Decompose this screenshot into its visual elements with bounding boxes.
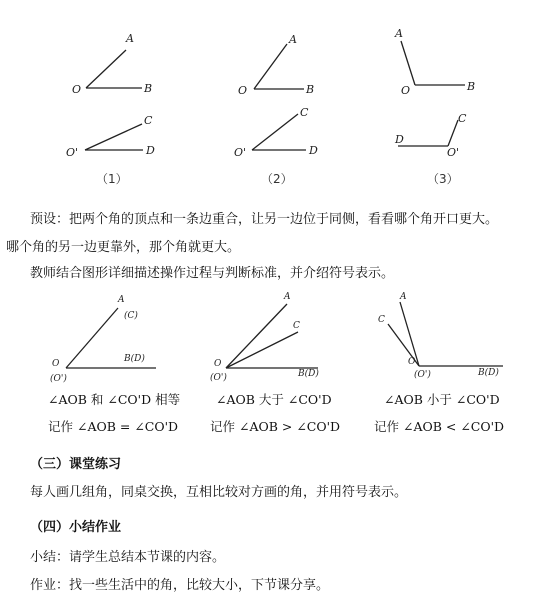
label-a: A [126,32,134,45]
label-o-prime: O' [66,146,79,159]
label-bd: B(D) [124,354,145,364]
label-b: B [467,80,476,93]
section-3-title: （三）课堂练习 [30,457,122,472]
ray-o-prime-c [448,120,458,146]
label-o-prime: O' [447,146,460,159]
summary-line: 小结：请学生总结本节课的内容。 [30,550,226,565]
ray-oa [254,44,287,89]
label-o: O [408,357,416,367]
ray-oc [226,332,298,368]
section-3-body: 每人画几组角，同桌交换，互相比较对方画的角，并用符号表示。 [30,485,408,500]
top-figure-2 [234,33,318,186]
label-a: A [289,33,297,46]
notation-less: 记作 ∠AOB < ∠CO'D [374,419,505,434]
figure-number-3: （3） [427,172,459,186]
figure-number-1: （1） [96,172,128,186]
label-a: A [395,27,403,40]
ray-oa [86,50,126,88]
ray-oa [66,308,118,368]
caption-equal: ∠AOB 和 ∠CO'D 相等 [48,392,181,407]
label-b: B [144,82,153,95]
ray-oa [226,304,287,368]
label-a: A [284,292,291,302]
label-o: O [52,359,60,369]
ray-oa [401,41,415,85]
ray-oc [252,114,298,150]
label-c: C [300,106,309,119]
homework-line: 作业：找一些生活中的角，比较大小，下节课分享。 [30,578,330,593]
label-o: O [72,83,82,96]
ray-oc [85,124,142,150]
section-4-title: （四）小结作业 [30,520,122,535]
label-c: C [378,315,385,325]
label-d: D [146,144,155,157]
label-b: B [306,83,315,96]
label-c-paren: (C) [124,311,138,321]
preset-line-2: 哪个角的另一边更靠外，那个角就更大。 [6,240,241,255]
label-o: O [214,359,222,369]
bottom-figure-greater [210,292,340,434]
label-o-prime: (O') [50,374,67,384]
top-figure-3 [394,27,475,186]
label-a: A [400,292,407,302]
label-o-prime: O' [234,146,247,159]
caption-less: ∠AOB 小于 ∠CO'D [384,392,500,407]
label-d: D [395,133,404,146]
teacher-line: 教师结合图形详细描述操作过程与判断标准，并介绍符号表示。 [30,266,395,281]
label-o: O [238,84,248,97]
caption-greater: ∠AOB 大于 ∠CO'D [216,392,332,407]
label-c: C [458,112,467,125]
label-c: C [144,114,153,127]
label-a: A [118,295,125,305]
bottom-figure-equal [48,295,180,434]
label-o-prime: (O') [210,373,227,383]
notation-equal: 记作 ∠AOB = ∠CO'D [48,419,179,434]
figure-number-2: （2） [261,172,293,186]
bottom-figure-less [374,292,504,434]
notation-greater: 记作 ∠AOB > ∠CO'D [210,419,341,434]
label-o: O [401,84,411,97]
label-o-prime: (O') [414,370,431,380]
top-figure-1 [66,32,155,186]
label-c: C [293,321,300,331]
label-bd: B(D) [478,368,499,378]
label-d: D [309,144,318,157]
label-bd: B(D) [298,369,319,379]
preset-line-1: 预设：把两个角的顶点和一条边重合，让另一边位于同侧，看看哪个角开口更大。 [30,212,499,227]
